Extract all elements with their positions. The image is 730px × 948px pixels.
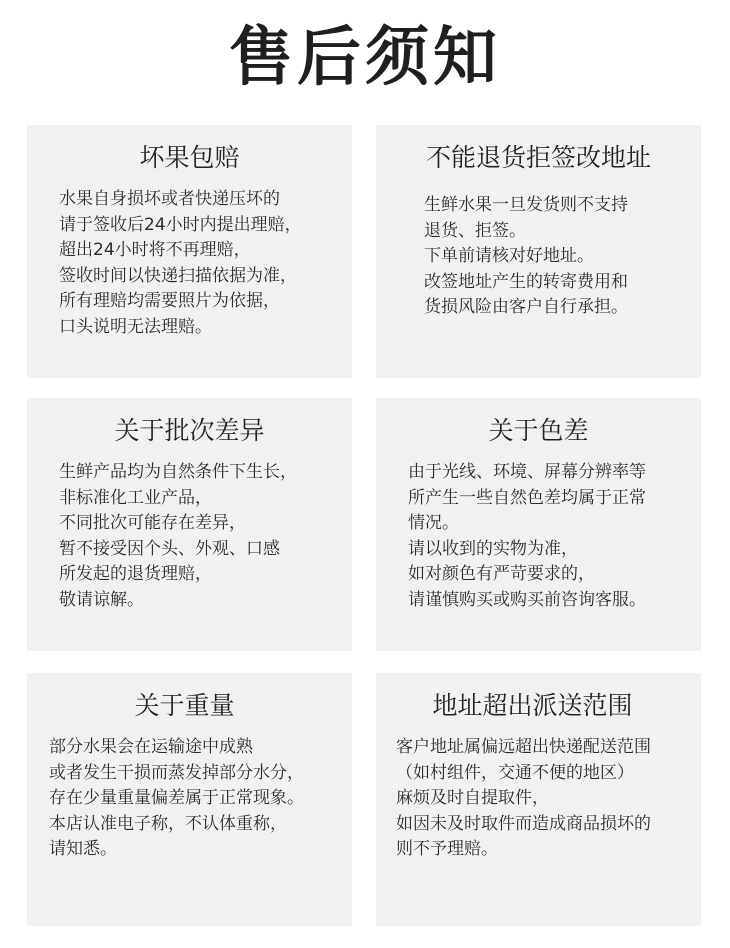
card-line: 情况。	[408, 513, 459, 533]
card-line: 货损风险由客户自行承担。	[424, 297, 628, 317]
card-title: 不能退货拒签改地址	[425, 143, 651, 172]
card-line: 退货、拒签。	[424, 220, 526, 241]
card-line: 由于光线、环境、屏幕分辨率等	[408, 462, 646, 482]
card-line: 存在少量重量偏差属于正常现象。	[49, 788, 304, 808]
card-line: 请以收到的实物为准，	[408, 538, 578, 559]
card-line: 下单前请核对好地址。	[424, 246, 594, 266]
card-line: 超出24小时将不再理赔，	[59, 240, 251, 260]
card-body	[59, 460, 338, 613]
card-line: 生鲜产品均为自然条件下生长，	[59, 462, 297, 482]
card-line: 麻烦及时自提取件，	[396, 788, 549, 808]
card-line: 不同批次可能存在差异，	[59, 513, 246, 533]
card-line: 水果自身损坏或者快递压坏的	[59, 189, 280, 209]
card-line: 客户地址属偏远超出快递配送范围	[396, 737, 651, 757]
card-weight	[27, 673, 352, 926]
card-line: 请于签收后24小时内提出理赔，	[59, 214, 302, 235]
card-line: 如因未及时取件而造成商品损坏的	[396, 813, 651, 834]
card-body	[408, 460, 687, 613]
card-line: 所有理赔均需要照片为依据，	[59, 291, 280, 311]
card-title: 坏果包赔	[139, 143, 240, 172]
card-line: 则不予理赔。	[396, 839, 498, 859]
card-body	[396, 735, 687, 863]
card-line: 请谨慎购买或购买前咨询客服。	[408, 589, 646, 610]
card-body	[408, 193, 687, 321]
card-line: 暂不接受因个头、外观、口感	[59, 538, 280, 559]
page-title: 售后须知	[229, 21, 501, 95]
card-title: 地址超出派送范围	[432, 691, 633, 720]
card-color-difference	[376, 398, 701, 651]
card-line: 如对颜色有严苛要求的，	[408, 564, 595, 584]
card-line: 非标准化工业产品，	[59, 487, 212, 508]
card-line: 口头说明无法理赔。	[59, 316, 212, 337]
card-no-return-refusal-address-change	[376, 125, 701, 378]
card-line: （如村组件，交通不便的地区）	[396, 762, 634, 783]
card-title: 关于批次差异	[114, 416, 265, 445]
card-line: 敬请谅解。	[59, 589, 144, 610]
card-line: 部分水果会在运输途中成熟	[49, 737, 253, 757]
card-line: 或者发生干损而蒸发掉部分水分，	[49, 762, 304, 783]
card-line: 改签地址产生的转寄费用和	[424, 271, 628, 292]
card-line: 生鲜水果一旦发货则不支持	[424, 195, 628, 215]
card-title: 关于重量	[134, 691, 235, 720]
card-line: 本店认准电子称，不认体重称，	[49, 813, 287, 834]
card-damaged-fruit-compensation	[27, 125, 352, 378]
card-address-out-of-delivery-range	[376, 673, 701, 926]
card-body	[49, 735, 338, 863]
card-line: 所产生一些自然色差均属于正常	[408, 487, 646, 508]
card-body	[59, 187, 338, 340]
card-line: 请知悉。	[49, 839, 117, 859]
card-title: 关于色差	[488, 416, 589, 445]
card-line: 签收时间以快递扫描依据为准，	[59, 265, 297, 286]
card-line: 所发起的退货理赔，	[59, 564, 212, 584]
card-batch-differences	[27, 398, 352, 651]
